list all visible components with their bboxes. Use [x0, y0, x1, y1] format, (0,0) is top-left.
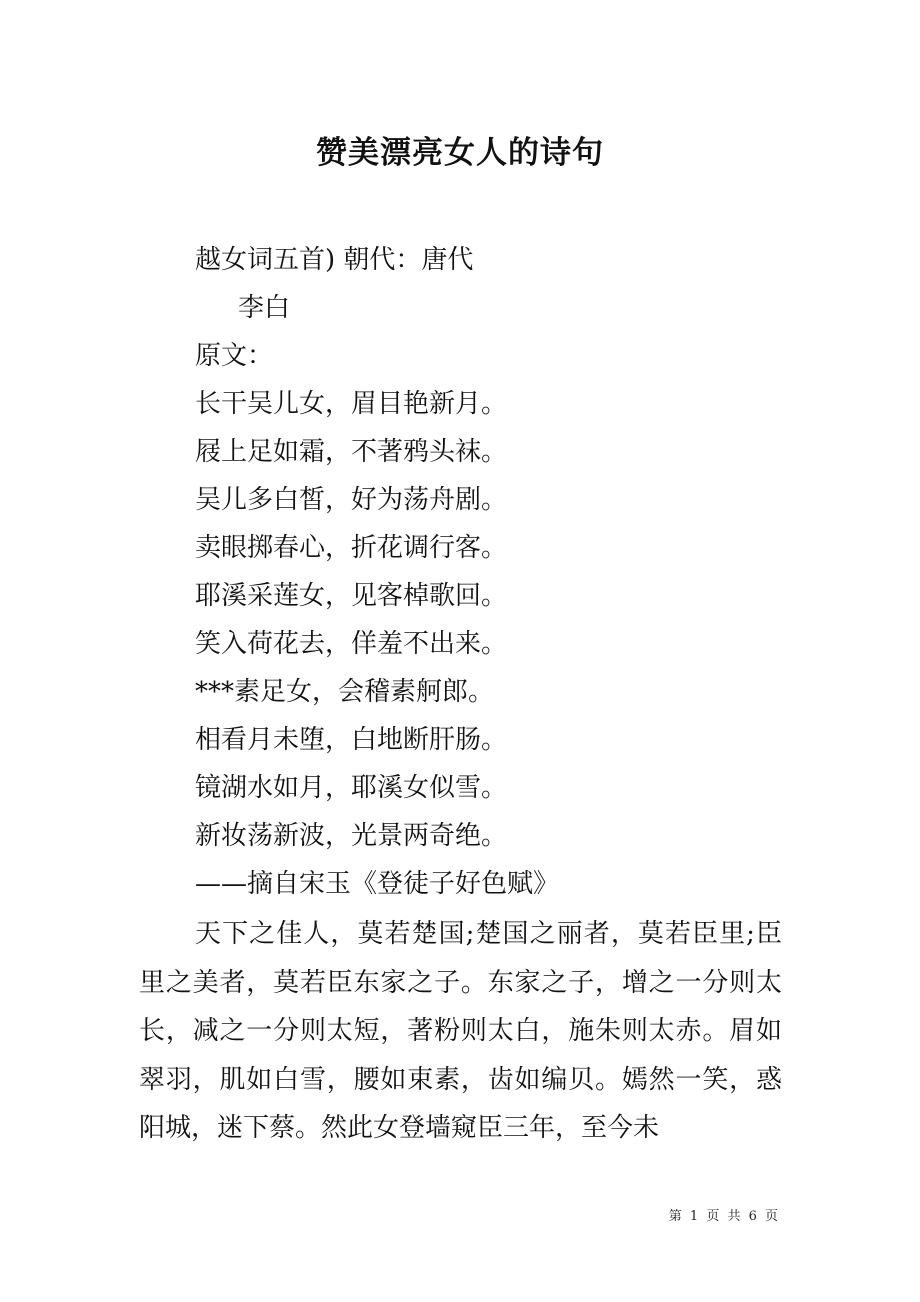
- poem-lines: [195, 236, 795, 908]
- poem-line: 屐上足如霜，不著鸦头袜。: [195, 437, 508, 467]
- poem-line: 耶溪采莲女，见客棹歌回。: [195, 581, 508, 611]
- document-title: 赞美漂亮女人的诗句: [316, 135, 604, 171]
- poem-line: 吴儿多白皙，好为荡舟剧。: [195, 485, 508, 515]
- poem-line: 新妆荡新波，光景两奇绝。: [195, 821, 508, 851]
- poem-line: ***素足女，会稽素舸郎。: [195, 677, 495, 707]
- poem-line-quote-source: ——摘自宋玉《登徒子好色赋》: [195, 869, 560, 899]
- poem-line: 相看月未堕，白地断肝肠。: [195, 725, 508, 755]
- poem-line-author: 李白: [238, 293, 291, 323]
- poem-line: 笑入荷花去，佯羞不出来。: [195, 629, 508, 659]
- poem-line: 卖眼掷春心，折花调行客。: [195, 533, 508, 563]
- page-footer: 第 1 页 共 6 页: [668, 1209, 780, 1224]
- poem-line: 镜湖水如月，耶溪女似雪。: [195, 773, 508, 803]
- poem-line-original-label: 原文：: [195, 341, 274, 371]
- poem-line-source: 越女词五首) 朝代：唐代: [195, 245, 474, 275]
- body-paragraph: 天下之佳人，莫若楚国;楚国之丽者，莫若臣里;臣里之美者，莫若臣东家之子。东家之子，增之一分则太长，减之一分则太短，著粉则太白，施朱则太赤。眉如翠羽，肌如白雪，腰如束素，齿如编贝。嫣然一笑，惑阳城，迷下蔡。然此女登墙窥臣三年，至今未: [139, 919, 782, 1143]
- poem-line: 长干吴儿女，眉目艳新月。: [195, 389, 508, 419]
